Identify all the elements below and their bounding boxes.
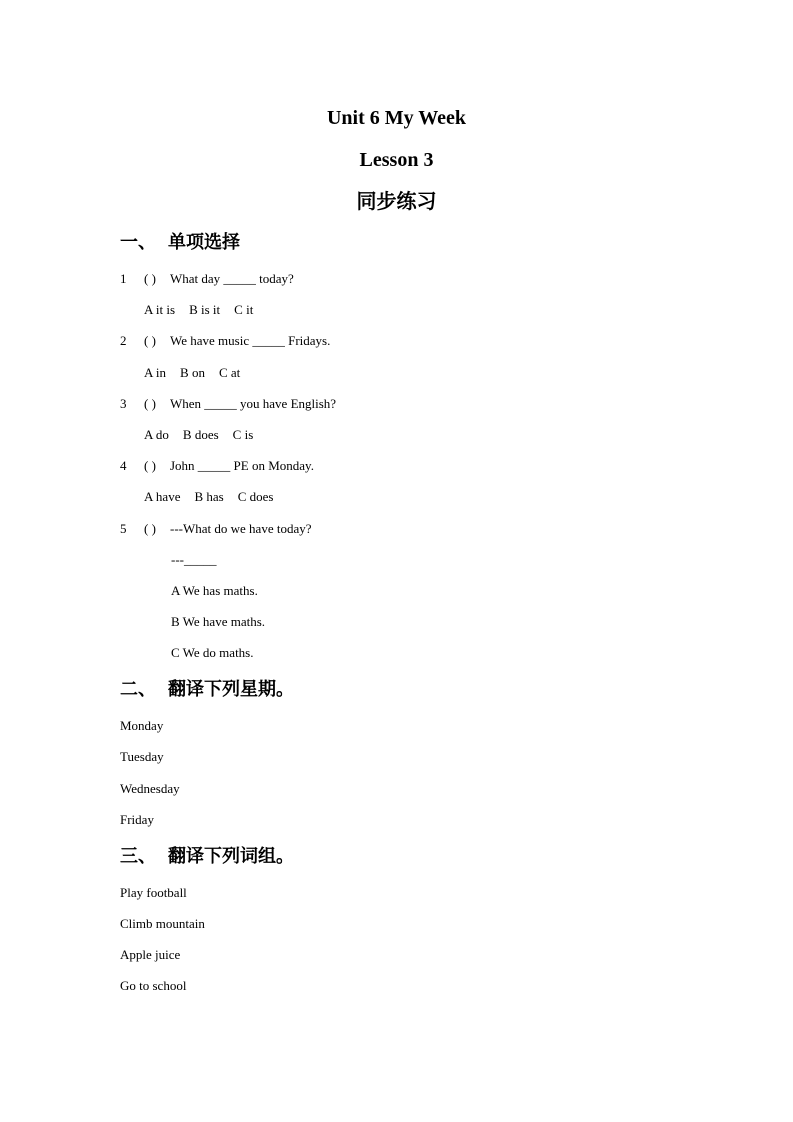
question-2 <box>120 333 330 349</box>
question-1 <box>120 271 294 287</box>
lesson-title: Lesson 3 <box>359 149 434 171</box>
question-5-answer-line: ---_____ <box>171 552 217 567</box>
list-item: Tuesday <box>120 749 164 764</box>
question-number: 2 <box>120 333 127 348</box>
option-a: A it is <box>144 302 176 317</box>
option-c: C at <box>218 365 241 380</box>
option-b: B has <box>194 489 224 504</box>
option-b: B on <box>180 365 205 380</box>
option-b: B is it <box>189 302 221 317</box>
answer-blank: ( ) <box>144 271 156 286</box>
question-1-options <box>144 302 253 318</box>
option-c: C is <box>232 427 254 442</box>
option-a: A We has maths. <box>171 583 258 598</box>
answer-blank: ( ) <box>144 458 156 473</box>
list-item: Apple juice <box>120 947 181 962</box>
list-item: Go to school <box>120 978 187 993</box>
option-a: A have <box>144 489 181 504</box>
section1-title: 单项选择 <box>168 232 240 252</box>
page-title: Unit 6 My Week <box>326 107 467 129</box>
list-item: Wednesday <box>120 781 180 796</box>
answer-blank: ( ) <box>144 333 156 348</box>
option-c: C it <box>234 302 254 317</box>
answer-blank: ( ) <box>144 396 156 411</box>
list-item: Friday <box>120 812 154 827</box>
option-c: C does <box>237 489 274 504</box>
section2-heading <box>120 678 294 700</box>
section2-number: 二、 <box>120 679 156 699</box>
list-item: Monday <box>120 718 164 733</box>
question-5 <box>120 521 312 537</box>
list-item: Climb mountain <box>120 916 205 931</box>
option-a: A do <box>144 427 169 442</box>
question-text: John _____ PE on Monday. <box>170 458 314 473</box>
section2-title: 翻译下列星期。 <box>168 679 294 699</box>
section3-title: 翻译下列词组。 <box>168 846 294 866</box>
option-c: C We do maths. <box>171 645 254 660</box>
question-text: We have music _____ Fridays. <box>170 333 331 348</box>
option-b: B does <box>182 427 219 442</box>
question-number: 3 <box>120 396 127 411</box>
question-3 <box>120 396 336 412</box>
question-2-options <box>144 365 240 381</box>
question-3-options <box>144 427 253 443</box>
question-4-options <box>144 489 273 505</box>
list-item: Play football <box>120 885 187 900</box>
question-number: 1 <box>120 271 127 286</box>
option-b: B We have maths. <box>171 614 266 629</box>
section3-number: 三、 <box>120 846 156 866</box>
section3-heading <box>120 845 294 867</box>
option-a: A in <box>144 365 167 380</box>
question-text: What day _____ today? <box>170 271 294 286</box>
question-4 <box>120 458 314 474</box>
section1-number: 一、 <box>120 232 156 252</box>
section1-heading <box>120 231 240 253</box>
page-subtitle: 同步练习 <box>356 191 437 213</box>
question-number: 5 <box>120 521 127 536</box>
question-text: When _____ you have English? <box>170 396 337 411</box>
question-number: 4 <box>120 458 127 473</box>
answer-blank: ( ) <box>144 521 156 536</box>
question-text: ---What do we have today? <box>170 521 312 536</box>
